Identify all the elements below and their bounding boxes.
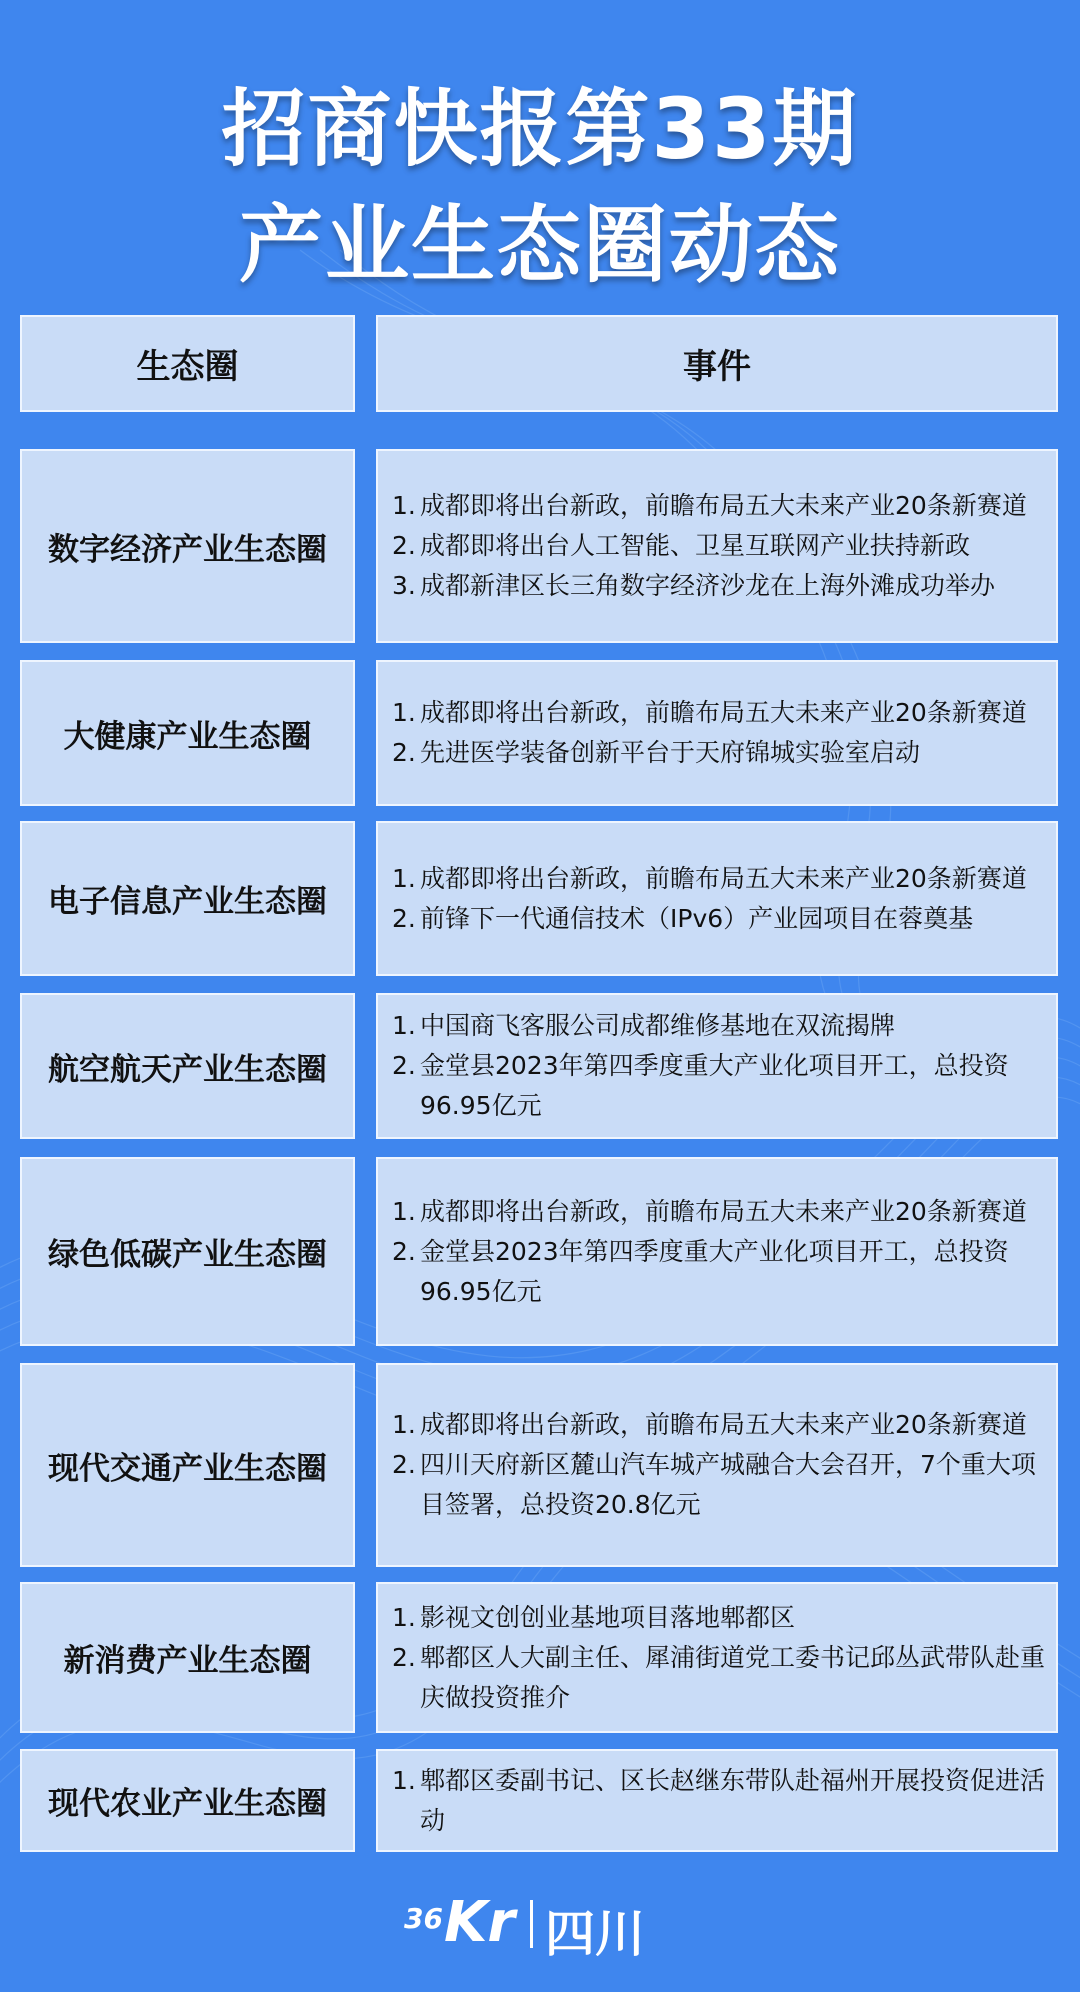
- events-cell: [376, 1749, 1058, 1852]
- event-item: [392, 899, 1046, 939]
- event-text: 影视文创创业基地项目落地郫都区: [420, 1602, 796, 1632]
- event-text: 前锋下一代通信技术（IPv6）产业园项目在蓉奠基: [420, 903, 974, 933]
- event-text: 郫都区委副书记、区长赵继东带队赴福州开展投资促进活动: [420, 1765, 1046, 1835]
- event-number: 1.: [392, 1765, 416, 1795]
- footer-logo: [0, 1890, 1080, 1963]
- category-cell: 现代交通产业生态圈: [20, 1363, 355, 1567]
- category-cell: 数字经济产业生态圈: [20, 449, 355, 643]
- event-number: 1.: [392, 698, 416, 727]
- page-title: 招商快报第33期: [221, 80, 859, 178]
- event-item: [392, 693, 1046, 733]
- event-number: 2.: [392, 1236, 416, 1266]
- event-number: 1.: [392, 1011, 416, 1040]
- event-number: 2.: [392, 1450, 416, 1479]
- category-cell: 航空航天产业生态圈: [20, 993, 355, 1139]
- column-header-events: 事件: [376, 315, 1058, 412]
- event-text: 金堂县2023年第四季度重大产业化项目开工，总投资96.95亿元: [420, 1236, 1009, 1306]
- event-text: 成都即将出台人工智能、卫星互联网产业扶持新政: [420, 531, 971, 560]
- column-header-category: 生态圈: [20, 315, 355, 412]
- event-item: [392, 1006, 1046, 1046]
- event-text: 成都即将出台新政，前瞻布局五大未来产业20条新赛道: [420, 698, 1027, 727]
- events-cell: [376, 1582, 1058, 1733]
- logo-region: 四川: [545, 1905, 645, 1963]
- events-cell: [376, 993, 1058, 1139]
- event-item: [392, 566, 1046, 606]
- event-text: 金堂县2023年第四季度重大产业化项目开工，总投资96.95亿元: [420, 1051, 1009, 1120]
- event-text: 成都即将出台新政，前瞻布局五大未来产业20条新赛道: [420, 1196, 1027, 1226]
- events-cell: [376, 821, 1058, 976]
- events-cell: [376, 660, 1058, 806]
- event-number: 2.: [392, 903, 416, 933]
- page-subtitle: 产业生态圈动态: [238, 196, 841, 294]
- event-item: [392, 733, 1046, 773]
- event-number: 1.: [392, 1196, 416, 1226]
- event-item: [392, 859, 1046, 899]
- events-cell: [376, 1157, 1058, 1346]
- category-cell: 新消费产业生态圈: [20, 1582, 355, 1733]
- event-item: [392, 486, 1046, 526]
- logo-mark: Kr: [444, 1890, 516, 1955]
- event-number: 1.: [392, 491, 416, 520]
- event-item: [392, 1046, 1046, 1126]
- event-text: 成都即将出台新政，前瞻布局五大未来产业20条新赛道: [420, 491, 1027, 520]
- event-item: [392, 1405, 1046, 1445]
- event-item: [392, 1638, 1046, 1718]
- event-item: [392, 1598, 1046, 1638]
- event-text: 郫都区人大副主任、犀浦街道党工委书记邱丛武带队赴重庆做投资推介: [420, 1642, 1046, 1712]
- event-text: 成都即将出台新政，前瞻布局五大未来产业20条新赛道: [420, 1410, 1027, 1439]
- category-cell: 大健康产业生态圈: [20, 660, 355, 806]
- category-cell: 现代农业产业生态圈: [20, 1749, 355, 1852]
- event-number: 1.: [392, 863, 416, 893]
- event-item: [392, 1192, 1046, 1232]
- event-item: [392, 526, 1046, 566]
- event-item: [392, 1445, 1046, 1525]
- event-text: 先进医学装备创新平台于天府锦城实验室启动: [420, 738, 921, 767]
- event-number: 3.: [392, 571, 416, 600]
- event-number: 2.: [392, 1051, 416, 1080]
- logo-superscript: 36: [404, 1902, 443, 1935]
- event-number: 1.: [392, 1410, 416, 1439]
- event-item: [392, 1761, 1046, 1841]
- events-cell: [376, 1363, 1058, 1567]
- logo-divider: [530, 1900, 533, 1948]
- category-cell: 绿色低碳产业生态圈: [20, 1157, 355, 1346]
- event-item: [392, 1232, 1046, 1312]
- event-number: 2.: [392, 1642, 416, 1672]
- event-text: 成都新津区长三角数字经济沙龙在上海外滩成功举办: [420, 571, 996, 600]
- event-number: 2.: [392, 738, 416, 767]
- events-cell: [376, 449, 1058, 643]
- event-text: 成都即将出台新政，前瞻布局五大未来产业20条新赛道: [420, 863, 1027, 893]
- event-text: 中国商飞客服公司成都维修基地在双流揭牌: [420, 1011, 896, 1040]
- event-number: 2.: [392, 531, 416, 560]
- event-number: 1.: [392, 1602, 416, 1632]
- event-text: 四川天府新区麓山汽车城产城融合大会召开，7个重大项目签署，总投资20.8亿元: [420, 1450, 1036, 1519]
- category-cell: 电子信息产业生态圈: [20, 821, 355, 976]
